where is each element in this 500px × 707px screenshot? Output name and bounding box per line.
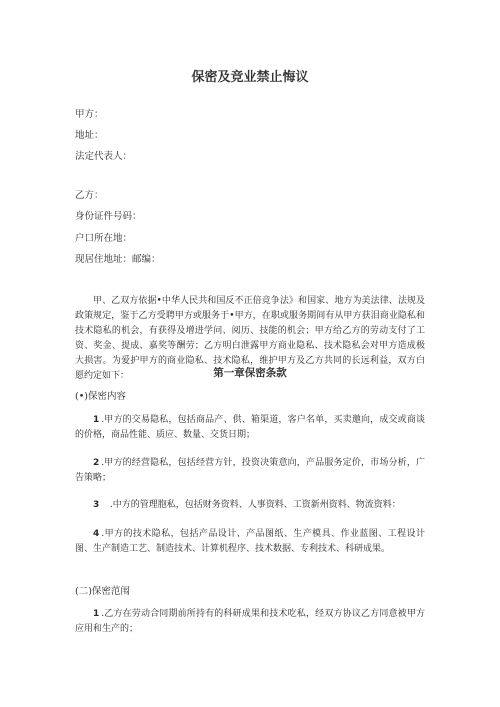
chapter-heading: 第一章保密条款: [213, 367, 287, 379]
clause-item: [75, 498, 425, 513]
clause-number: 3: [93, 500, 100, 510]
clause-number: 1: [93, 609, 100, 619]
party-b-current-address: 现居住地址：邮编：: [75, 254, 161, 265]
intro-paragraph: 甲、乙双方依据•中华人民共和国反不正倍竞争法》和国家、地方为美法律、法规及政策规定，鉴于乙方受聘甲方或服务于•甲方，在职或服务期间有从甲方获泪商业隐私和技术隐私的机会，有获得及增进学问、阅历、技能的机会；甲方给乙方的劳动支付了工资、奖金、提成、嘉奖等酬劳；乙方明白泄露甲方商业隐私、技术隐私会对甲方造成极大损害。为爱护甲方的商业隐私、技术隐私，维护甲方及乙方共同的长远利益，双方白愿约定如下：: [75, 296, 425, 381]
party-b-id-no: 身份证件号码：: [75, 211, 142, 222]
section-heading-content: (•)保密内容: [75, 391, 127, 402]
clause-item: [75, 456, 425, 486]
clause-number: 1: [93, 415, 100, 425]
clause-item: [75, 413, 425, 443]
party-b-hukou: 户口所在地：: [75, 233, 133, 244]
section-heading-scope: (二)保密范闱: [75, 586, 130, 597]
clause-text: .中方的管理胞私，包括财务资料、人事资料、工资新州资料、物流资料：: [101, 500, 401, 510]
clause-number: 2: [93, 458, 100, 468]
clause-item: [75, 607, 425, 637]
clause-text: .甲方的经营隐私，包括经营方针，投资决策意向，产品服务定价，市场分析，广告策略；: [75, 458, 425, 483]
document-title: 保密及竞业禁止悔议: [191, 70, 309, 85]
clause-text: .甲方的交易隐私，包括商品产、供、箱渠道，客户名单，买卖邀向，成交或商谈的价格，商品性能、质应、数量、交货日期；: [75, 415, 425, 440]
clause-number: 4: [93, 529, 100, 539]
party-a-label: 甲方：: [75, 109, 104, 120]
party-a-address: 地址：: [75, 130, 104, 141]
clause-item: [75, 527, 425, 557]
clause-text: .乙方在劳动合同期前所持有的科研成果和技术吃私，经双方协议乙方同意被甲方应用和生产的；: [75, 609, 425, 634]
clause-text: .甲方的技术隐私，包括产品设计、产品图纸、生产模具、作业蓝图、工程设计图、生产制造工艺、制造技术、计算机程序、技术数据、专利技术、科研成果。: [75, 529, 425, 554]
party-a-legal-rep: 法定代表人：: [75, 151, 133, 162]
party-b-label: 乙方：: [75, 190, 104, 201]
